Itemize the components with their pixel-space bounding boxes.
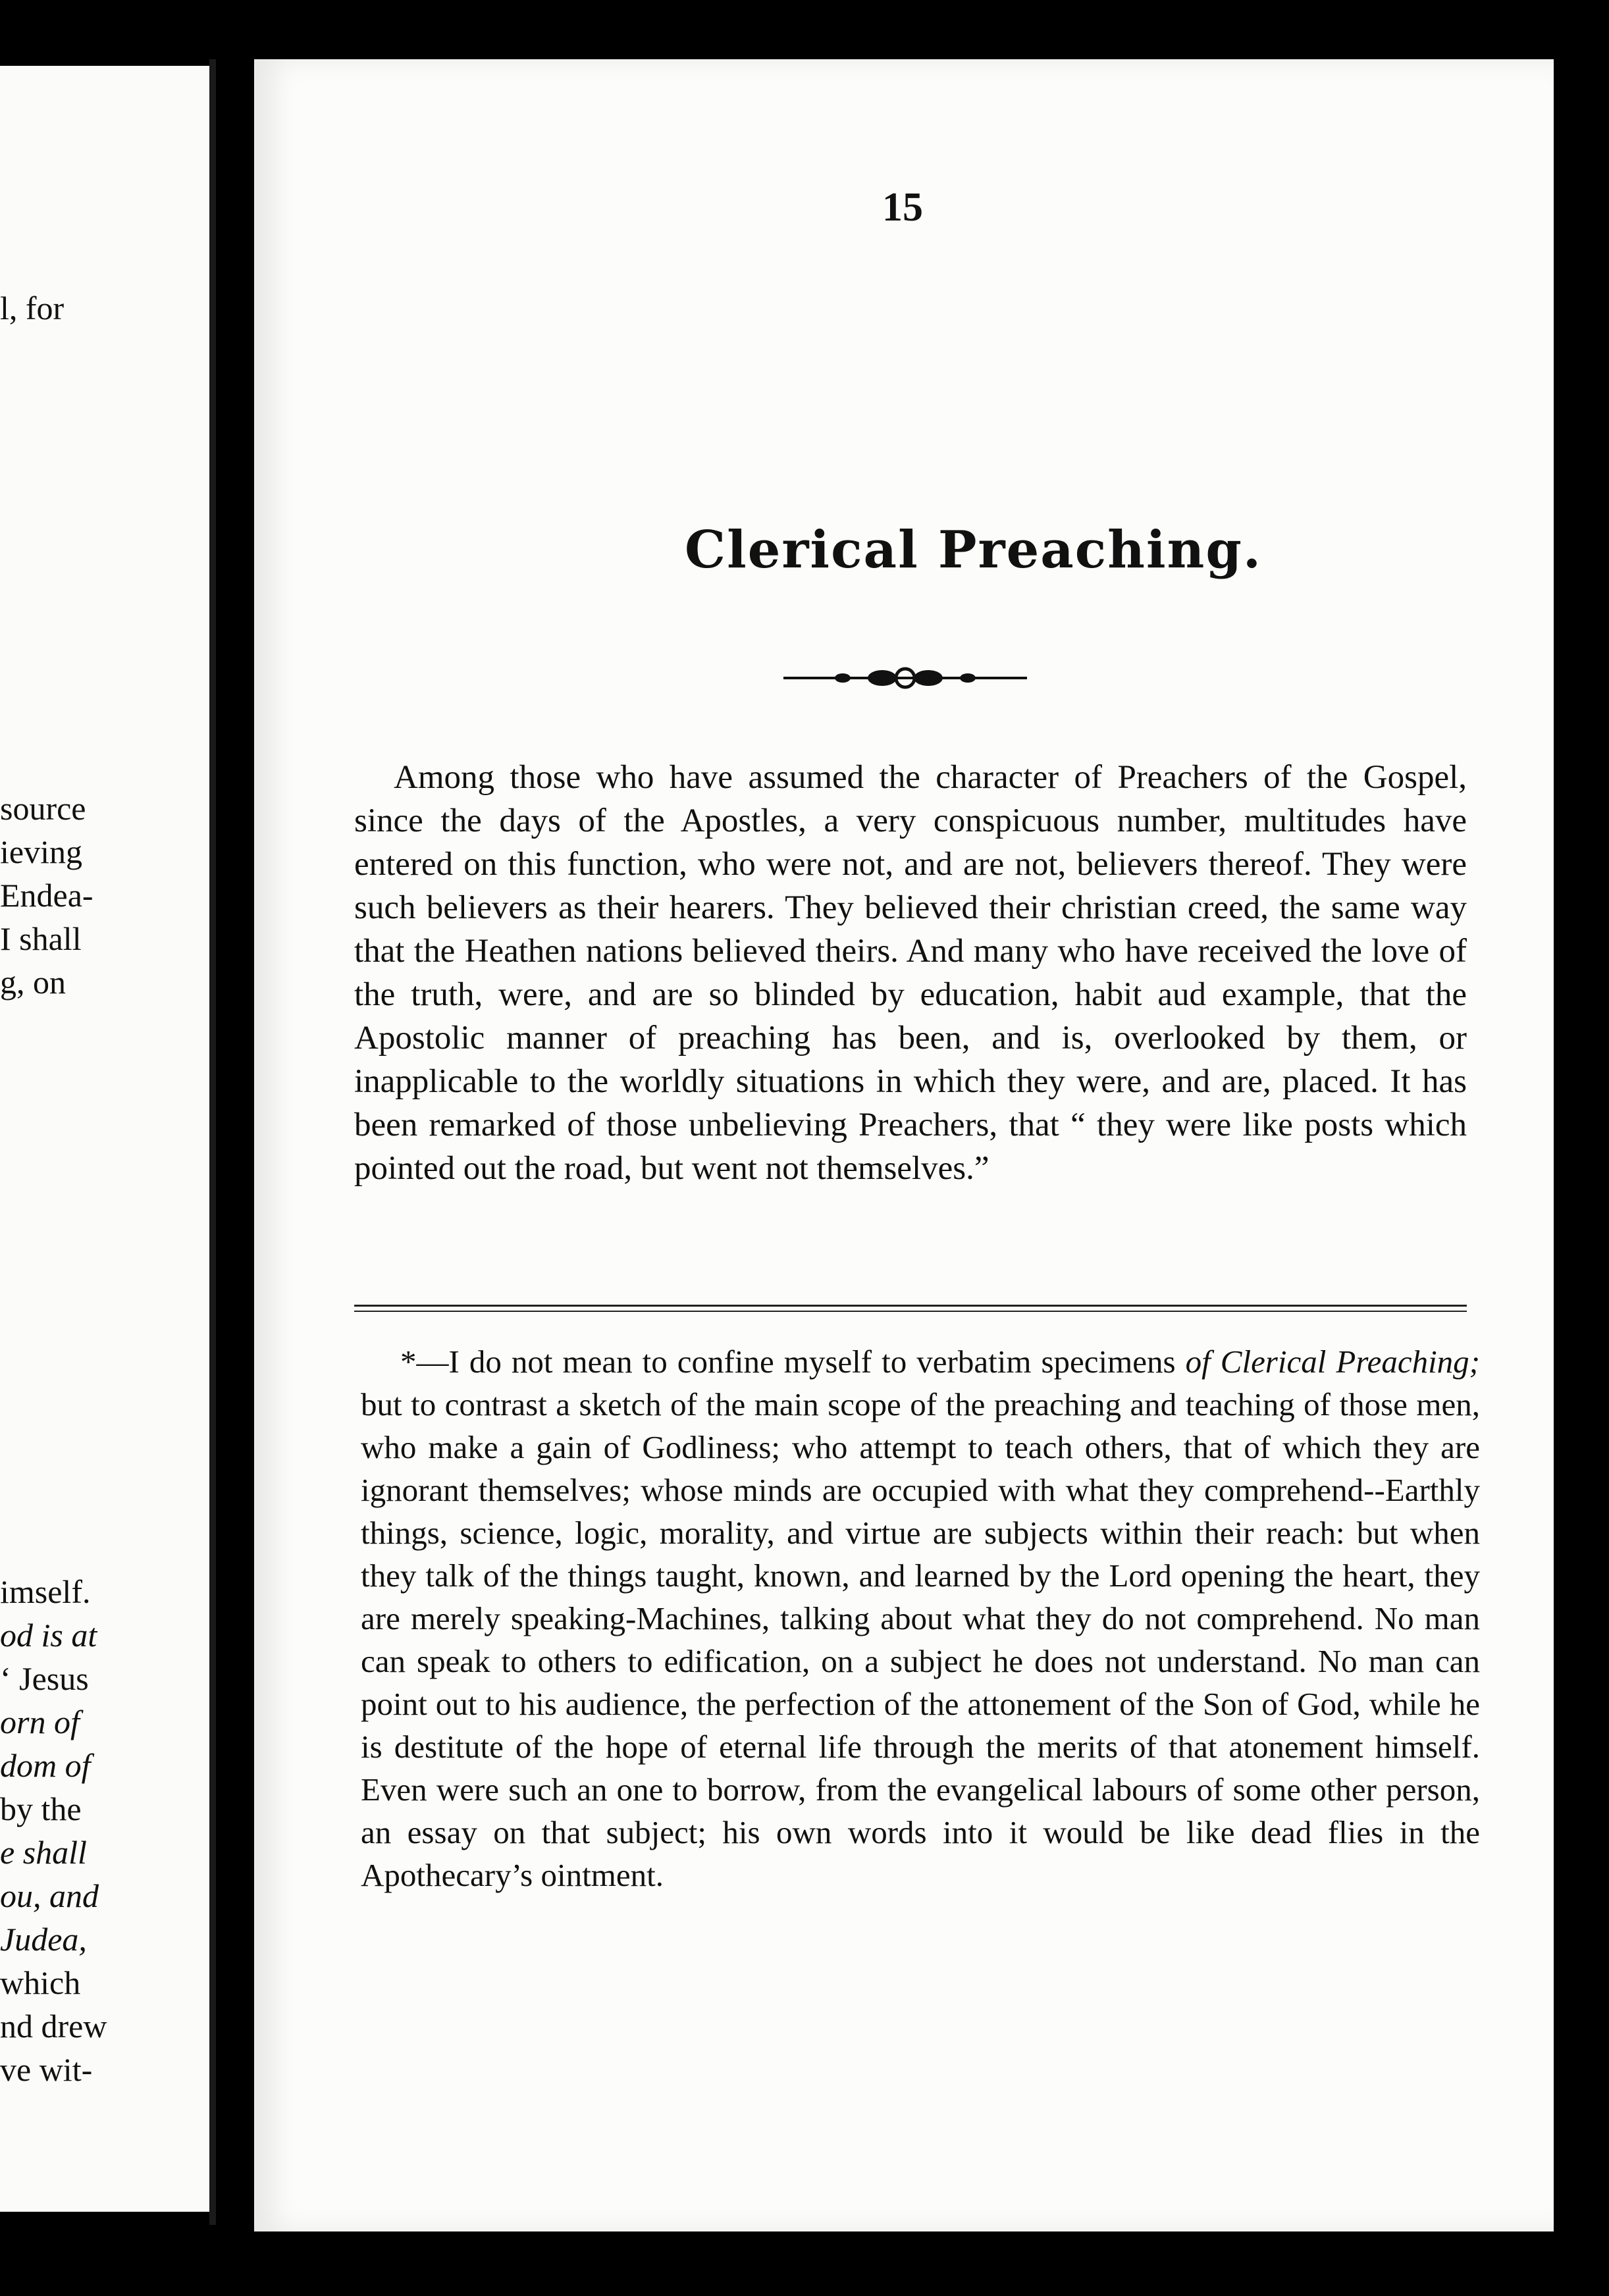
left-text-line: nd drew	[0, 2008, 107, 2045]
left-text-line: dom of	[0, 1747, 91, 1784]
page-title: Clerical Preaching.	[685, 520, 1263, 580]
left-text-line: od is at	[0, 1617, 97, 1654]
left-text-line: Judea,	[0, 1921, 87, 1958]
page-number: 15	[882, 185, 923, 230]
left-text-line: by the	[0, 1790, 82, 1827]
left-text-line: imself.	[0, 1573, 91, 1610]
footnote-italic: of Clerical Preaching;	[1185, 1344, 1480, 1380]
footnote-lead: *—I do not mean to confine myself to verbatim specimens	[400, 1344, 1186, 1380]
left-text-line: ‘ Jesus	[0, 1660, 89, 1697]
left-text-line: ieving	[0, 833, 82, 870]
left-text-line: g, on	[0, 964, 66, 1001]
page-gutter	[209, 59, 216, 2225]
left-text-line: l, for	[0, 290, 65, 326]
left-text-line: e shall	[0, 1834, 87, 1871]
ornament-divider	[783, 665, 1027, 691]
footnote-rest: but to contrast a sketch of the main scope of the preaching and teaching of those men, who make a gain of Godliness; who attempt to teach others, that of which they are ignorant themselves; whose minds are occupied with what they comprehend--Earthly things, science, logic, morality, and virtue are subjects within their reach: but when they talk of the things taught, known, and learned by the Lord opening the heart, they are merely speaking-Machines, talking about what they do not comprehend. No man can speak to others to edification, on a subject he does not understand. No man can point out to his audience, the perfection of the attonement of the Son of God, while he is destitute of the hope of eternal life through the merits of that atonement himself. Even were such an one to borrow, from the evangelical labours of some other person, an essay on that subject; his own words into it would be like dead flies in the Apothecary’s ointment.	[361, 1386, 1480, 1893]
footnote-rule	[354, 1305, 1467, 1312]
left-text-line: orn of	[0, 1704, 80, 1740]
main-paragraph: Among those who have assumed the character of Preachers of the Gospel, since the days of the Apostles, a very conspicuous number, multitudes have entered on this function, who were not, and are not, believers thereof. They were such believers as their hearers. They believed their christian creed, the same way that the Heathen nations believed theirs. And many who have received the love of the truth, were, and are so blinded by education, habit aud example, that the Apostolic manner of preaching has been, and is, overlooked by them, or inapplicable to the worldly situations in which they were, and are, placed. It has been remarked of those unbelieving Preachers, that “ they were like posts which pointed out the road, but went not themselves.”	[354, 759, 1467, 1187]
left-text-line: ou, and	[0, 1877, 99, 1914]
left-text-line: which	[0, 1964, 81, 2001]
footnote	[361, 1340, 1480, 1896]
left-page	[0, 66, 216, 2212]
left-text-line: I shall	[0, 920, 82, 957]
left-text-line: Endea-	[0, 877, 93, 914]
left-text-line: ve wit-	[0, 2051, 93, 2088]
left-text-line: source	[0, 790, 86, 827]
